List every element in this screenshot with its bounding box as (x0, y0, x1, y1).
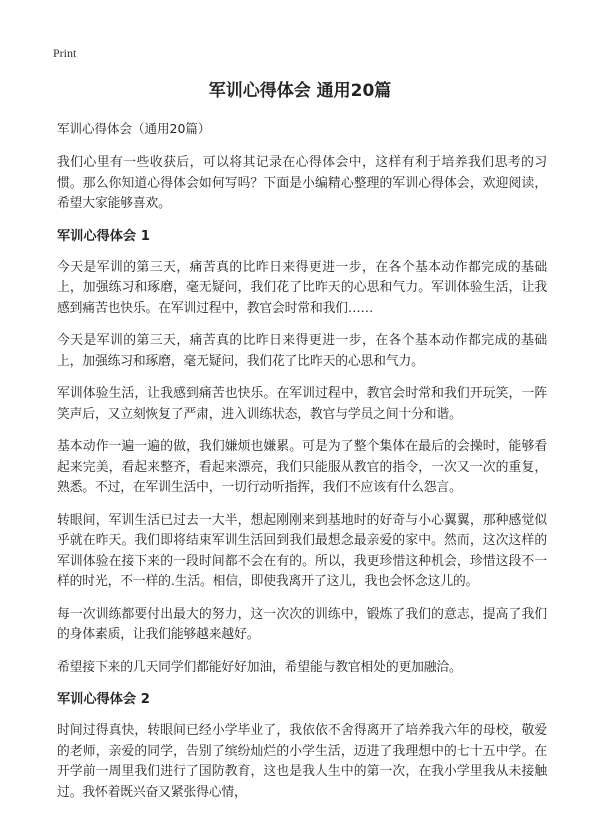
page-title: 军训心得体会 通用20篇 (208, 81, 392, 101)
paragraph: 每一次训练都要付出最大的努力，这一次次的训练中，锻炼了我们的意志，提高了我们的身体素质，让我们能够越来越好。 (57, 606, 547, 642)
article-body (57, 120, 547, 815)
print-link[interactable]: Print (53, 46, 77, 60)
article-subtitle: 军训心得体会（通用20篇） (57, 121, 211, 136)
intro-paragraph: 我们心里有一些收获后，可以将其记录在心得体会中，这样有利于培养我们思考的习惯。那么你知道心得体会如何写吗？下面是小编精心整理的军训心得体会，欢迎阅读，希望大家能够喜欢。 (57, 155, 547, 211)
section-heading: 军训心得体会 2 (57, 692, 150, 707)
section-heading: 军训心得体会 1 (57, 228, 150, 244)
paragraph: 今天是军训的第三天，痛苦真的比昨日来得更进一步，在各个基本动作都完成的基础上，加强练习和琢磨，毫无疑问，我们花了比昨天的心思和气力。 (57, 333, 547, 369)
paragraph: 军训体验生活，让我感到痛苦也快乐。在军训过程中，教官会时常和我们开玩笑，一阵笑声后，又立刻恢复了严肃，进入训练状态，教官与学员之间十分和谐。 (57, 386, 547, 422)
paragraph: 希望接下来的几天同学们都能好好加油，希望能与教官相处的更加融洽。 (57, 659, 462, 675)
paragraph: 今天是军训的第三天，痛苦真的比昨日来得更进一步，在各个基本动作都完成的基础上，加强练习和琢磨，毫无疑问，我们花了比昨天的心思和气力。军训体验生活，让我感到痛苦也快乐。在军训过程中，教官会时常和我们…… (57, 259, 547, 316)
paragraph: 时间过得真快，转眼间已经小学毕业了，我依依不舍得离开了培养我六年的母校，敬爱的老师，亲爱的同学，告别了缤纷灿烂的小学生活，迈进了我理想中的七十五中学。在开学前一周里我们进行了国防教育，这也是我人生中的第一次，在我小学里我从未接触过。我怀着既兴奋又紧张得心情， (57, 723, 547, 800)
paragraph: 转眼间，军训生活已过去一大半，想起刚刚来到基地时的好奇与小心翼翼，那种感觉似乎就在昨天。我们即将结束军训生活回到我们最想念最亲爱的家中。然而，这次这样的军训体验在接下来的一段时间都不会在有的。所以，我更珍惜这种机会，珍惜这段不一样的时光，不一样的.生活。相信，即使我离开了这儿，我也会怀念这儿的。 (57, 512, 547, 589)
paragraph: 基本动作一遍一遍的做，我们嫌烦也嫌累。可是为了整个集体在最后的会操时，能够看起来完美，看起来整齐，看起来漂亮，我们只能服从教官的指令，一次又一次的重复，熟悉。不过，在军训生活中，一切行动听指挥，我们不应该有什么怨言。 (57, 439, 547, 495)
